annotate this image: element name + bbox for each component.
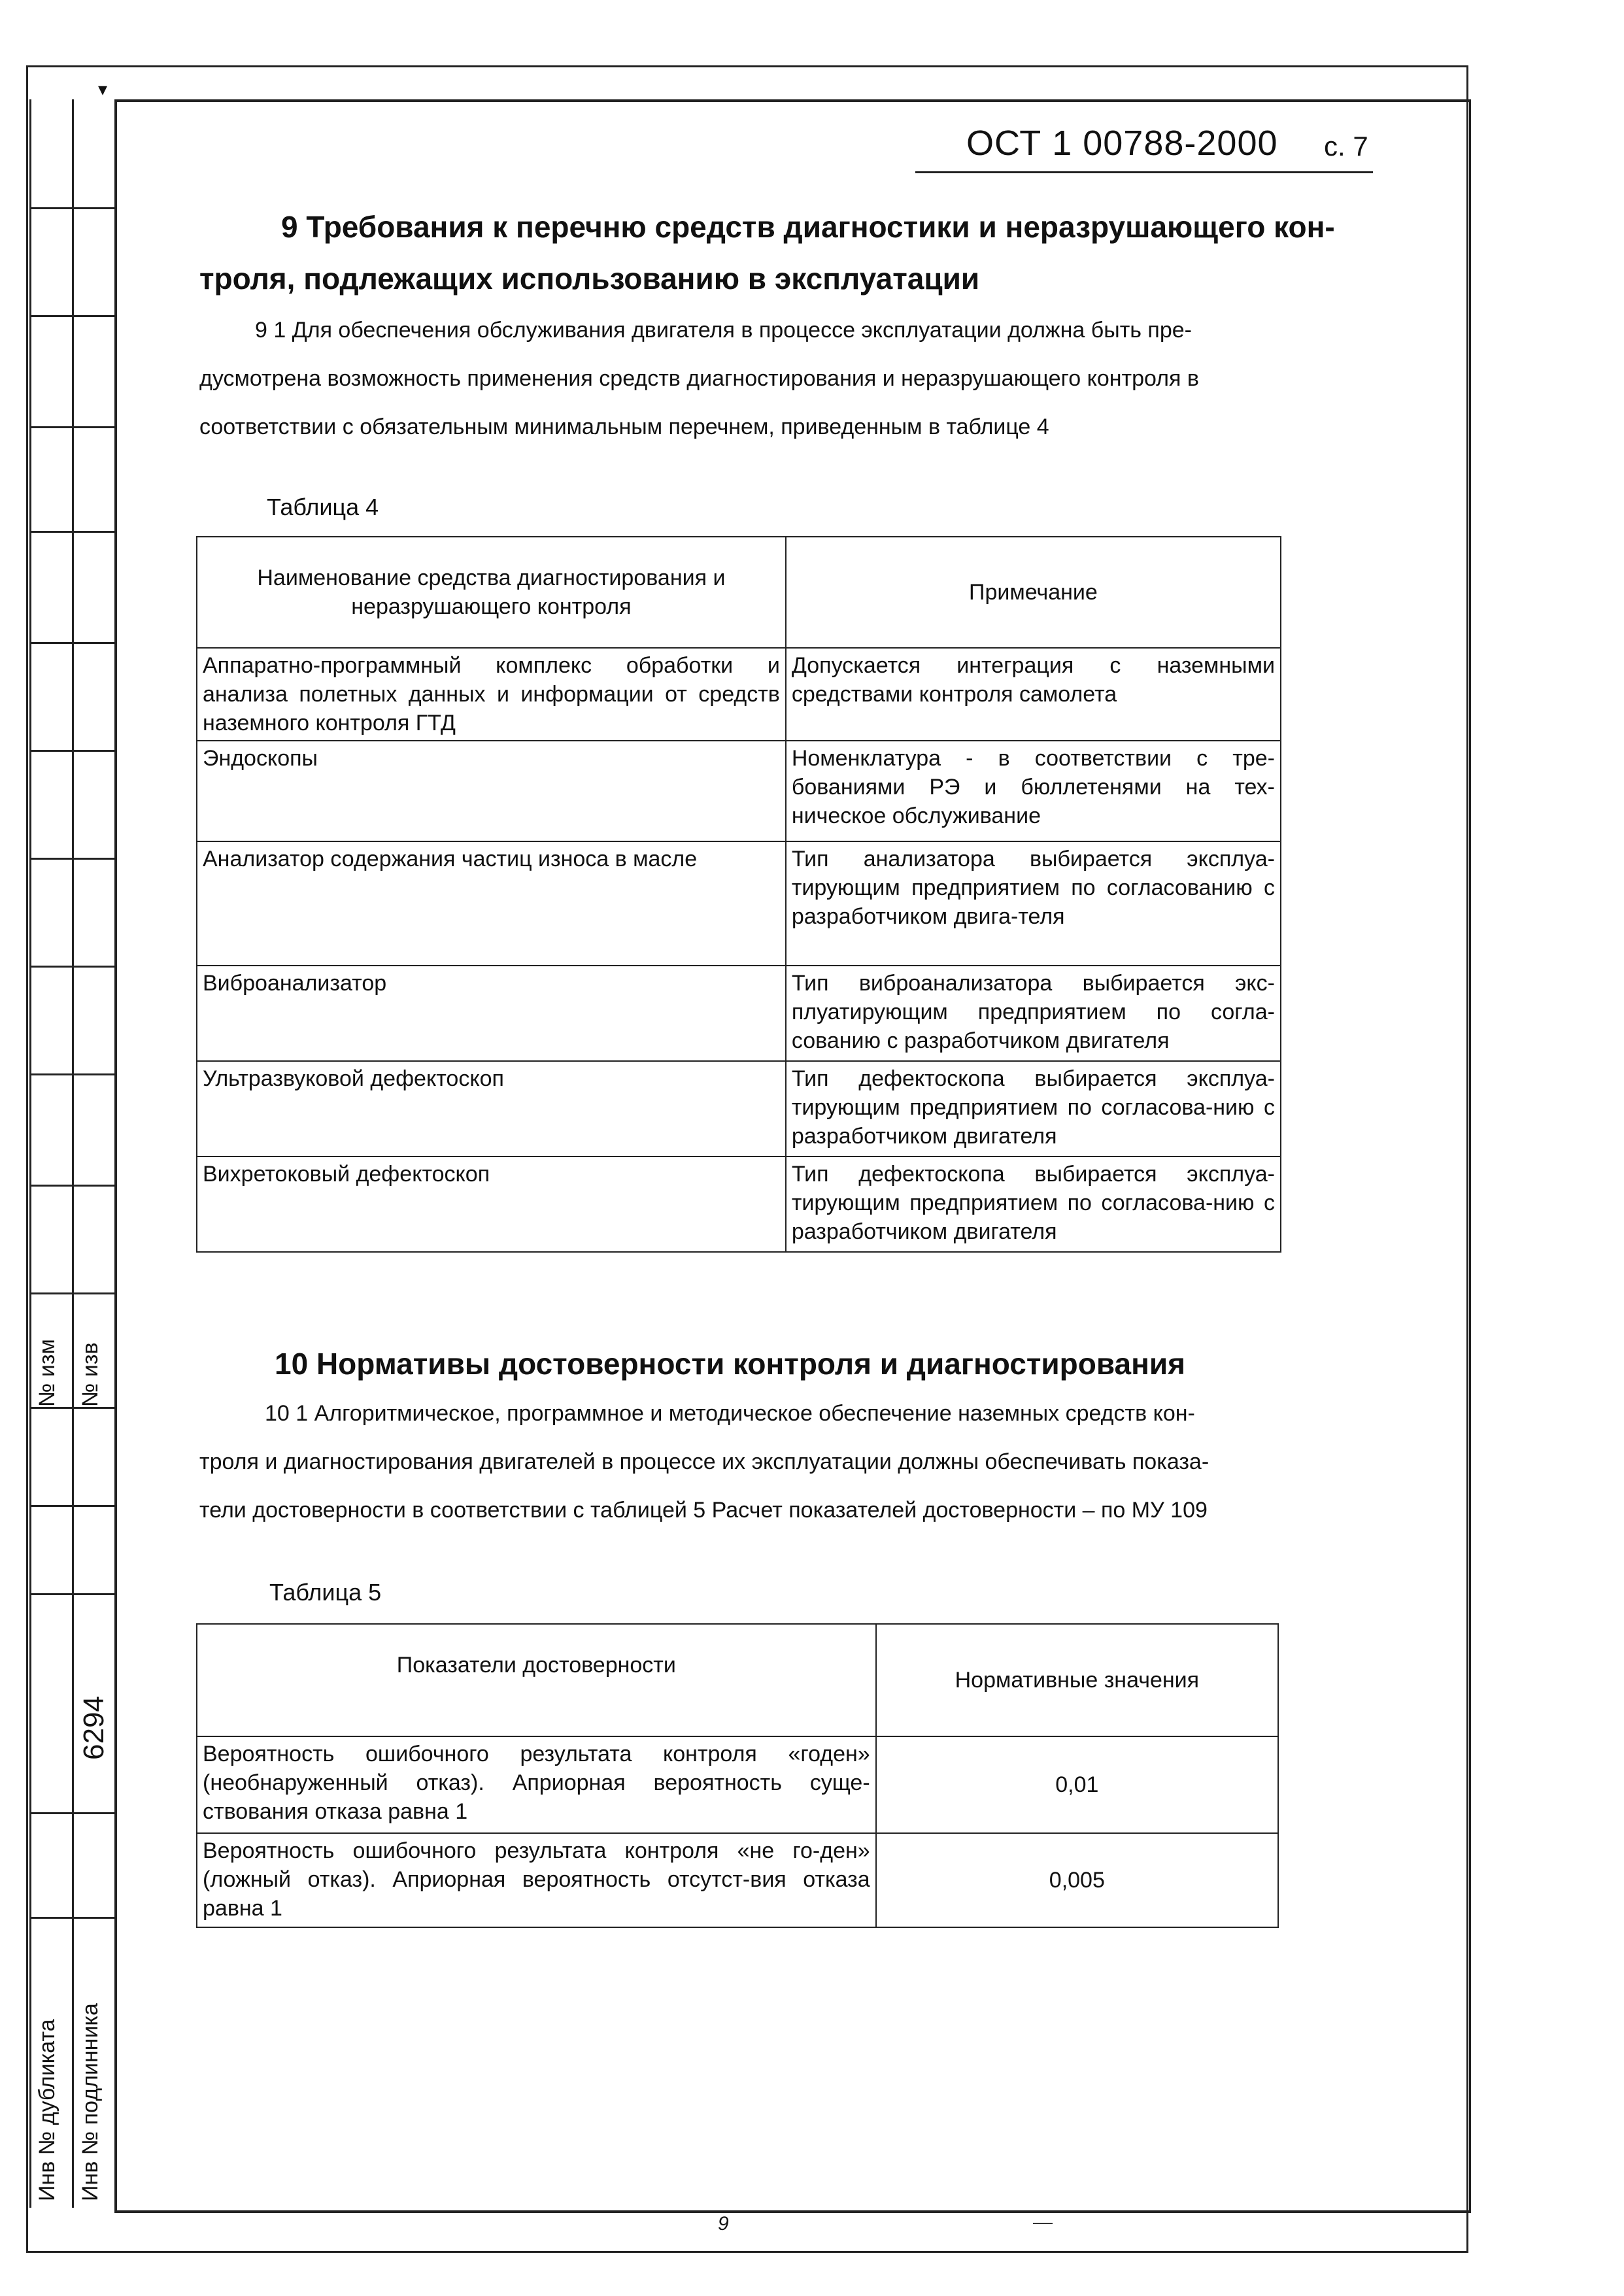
table-row (197, 1061, 1281, 1156)
margin-strip (29, 99, 114, 2208)
table4 (196, 536, 1281, 1253)
table5-cell-value: 0,005 (876, 1833, 1278, 1927)
table5-caption: Таблица 5 (269, 1579, 382, 1606)
table-row (197, 841, 1281, 966)
section-10-para-line1: 10 1 Алгоритмическое, программное и методическое обеспечение наземных средств кон- (265, 1401, 1195, 1426)
inv-dublikata-label: Инв № дубликата (35, 2019, 59, 2201)
table4-cell-name: Аппаратно-программный комплекс обработки и анализа полетных данных и информации от средств наземного контроля ГТД (197, 648, 786, 741)
section-10-para-line2: троля и диагностирования двигателей в процессе их эксплуатации должны обеспечивать показа- (199, 1449, 1210, 1474)
table-header-row (197, 1624, 1278, 1736)
table4-cell-name: Эндоскопы (197, 741, 786, 841)
table-row (197, 1833, 1278, 1927)
header-rule (915, 171, 1373, 173)
table4-cell-note: Тип виброанализатора выбирается экс-плуатирующим предприятием по согла-сованию с разработчиком двигателя (786, 966, 1281, 1061)
table-row (197, 966, 1281, 1061)
table5-cell-value: 0,01 (876, 1736, 1278, 1833)
table4-cell-name: Виброанализатор (197, 966, 786, 1061)
table-row (197, 741, 1281, 841)
section-9-para-line1: 9 1 Для обеспечения обслуживания двигателя в процессе эксплуатации должна быть пре- (255, 318, 1192, 343)
table-row (197, 1156, 1281, 1252)
footer-dash (1033, 2223, 1053, 2224)
table4-cell-note: Тип дефектоскопа выбирается эксплуа-тирующим предприятием по согласова-нию с разработчиком двигателя (786, 1156, 1281, 1252)
table5-cell-name: Вероятность ошибочного результата контроля «не го-ден» (ложный отказ). Априорная вероятность отсутст-вия отказа равна 1 (197, 1833, 876, 1927)
table4-cell-name: Анализатор содержания частиц износа в масле (197, 841, 786, 966)
table4-cell-name: Ультразвуковой дефектоскоп (197, 1061, 786, 1156)
table-row (197, 1736, 1278, 1833)
table5-cell-name: Вероятность ошибочного результата контроля «годен» (необнаруженный отказ). Априорная вероятность суще-ствования отказа равна 1 (197, 1736, 876, 1833)
table5-col1-header: Показатели достоверности (197, 1624, 876, 1736)
table4-caption: Таблица 4 (267, 494, 379, 520)
footer-page-number: 9 (718, 2213, 729, 2235)
section-10-title: 10 Нормативы достоверности контроля и диагностирования (275, 1347, 1186, 1381)
table4-col1-header: Наименование средства диагностирования и неразрушающего контроля (197, 537, 786, 648)
section-9-title-line1: 9 Требования к перечню средств диагностики и неразрушающего кон- (281, 210, 1335, 244)
table5 (196, 1623, 1279, 1928)
table4-cell-note: Номенклатура - в соответствии с тре-бованиями РЭ и бюллетенями на тех-ническое обслуживание (786, 741, 1281, 841)
section-9-para-line3: соответствии с обязательным минимальным перечнем, приведенным в таблице 4 (199, 414, 1049, 439)
table4-cell-note: Тип дефектоскопа выбирается эксплуа-тирующим предприятием по согласова-нию с разработчиком двигателя (786, 1061, 1281, 1156)
izv-label: № изв (78, 1342, 103, 1407)
inv-number: 6294 (78, 1696, 110, 1760)
table5-col2-header: Нормативные значения (876, 1624, 1278, 1736)
table4-cell-note: Тип анализатора выбирается эксплуа-тирующим предприятием по согласованию с разработчиком двига-теля (786, 841, 1281, 966)
section-10-para-line3: тели достоверности в соответствии с таблицей 5 Расчет показателей достоверности – по МУ 109 (199, 1498, 1208, 1523)
table4-cell-name: Вихретоковый дефектоскоп (197, 1156, 786, 1252)
page-label: с. 7 (1324, 131, 1368, 161)
section-9-title-line2: троля, подлежащих использованию в эксплуатации (199, 262, 980, 295)
section-9-para-line2: дусмотрена возможность применения средств диагностирования и неразрушающего контроля в (199, 366, 1199, 391)
inv-podlinnika-label: Инв № подлинника (78, 2003, 103, 2201)
table4-cell-note: Допускается интеграция с наземными средствами контроля самолета (786, 648, 1281, 741)
table4-col2-header: Примечание (786, 537, 1281, 648)
table-row (197, 648, 1281, 741)
corner-mark: ▾ (98, 79, 108, 99)
document-code: ОСТ 1 00788-2000 (966, 124, 1278, 163)
table-header-row (197, 537, 1281, 648)
izm-label: № изм (35, 1339, 59, 1407)
